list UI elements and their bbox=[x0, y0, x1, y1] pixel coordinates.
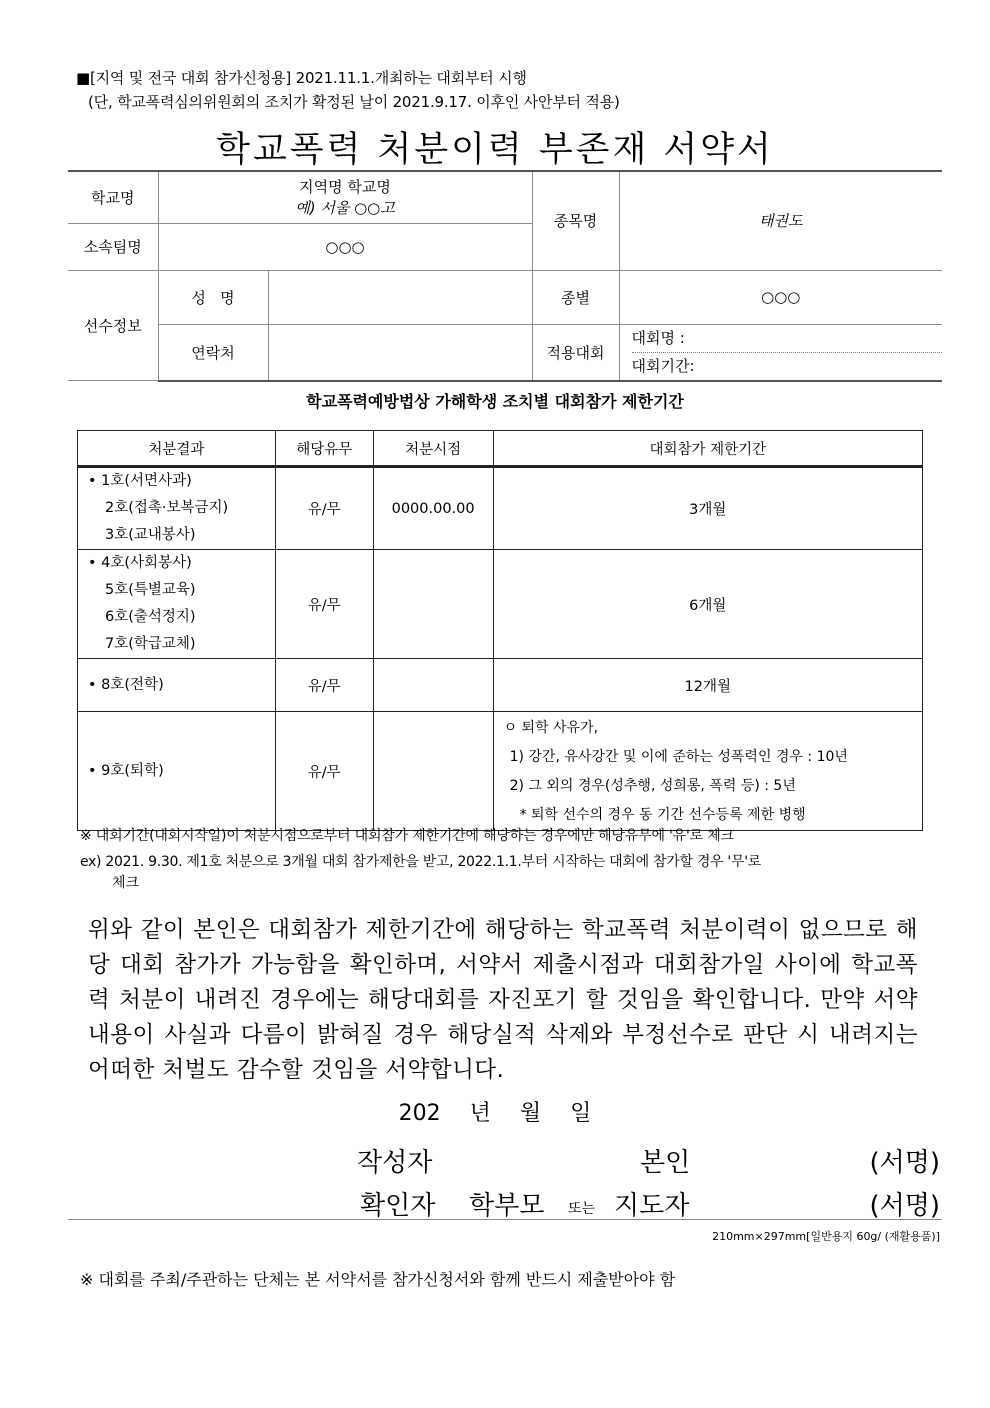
result-cell bbox=[78, 550, 276, 659]
date-cell[interactable] bbox=[373, 550, 493, 659]
contact-label: 연락처 bbox=[158, 324, 268, 381]
table-row bbox=[78, 712, 923, 831]
period-cell bbox=[493, 712, 922, 831]
date-cell[interactable] bbox=[373, 659, 493, 712]
result-cell bbox=[78, 467, 276, 550]
confirmer-or: 또는 bbox=[568, 1201, 596, 1217]
table-row bbox=[78, 467, 923, 550]
col-header-period: 대회참가 제한기간 bbox=[493, 431, 922, 467]
date-line: 202 년 월 일 bbox=[398, 1101, 592, 1126]
applicable-cell[interactable]: 유/무 bbox=[275, 467, 373, 550]
team-label: 소속팀명 bbox=[68, 223, 158, 270]
sport-label: 종목명 bbox=[532, 171, 619, 270]
school-value-line2: 예) 서울 ○○고 bbox=[295, 199, 395, 218]
restriction-title: 학교폭력예방법상 가해학생 조치별 대회참가 제한기간 bbox=[306, 392, 684, 411]
competition-label: 적용대회 bbox=[532, 324, 619, 381]
note-example-cont: 체크 bbox=[112, 875, 140, 891]
document-title: 학교폭력 처분이력 부존재 서약서 bbox=[216, 130, 774, 170]
pledge-text: 위와 같이 본인은 대회참가 제한기간에 해당하는 학교폭력 처분이력이 없으므로 해당 대회 참가가 가능함을 확인하며, 서약서 제출시점과 대회참가일 사이에 학교폭력 처분이 내려진 경우에는 해당대회를 자진포기 할 것임을 확인합니다. 만약 서약내용이 사실과 다름이 밝혀질 경우 해당실적 삭제와 부정선수로 판단 시 내려지는 어떠한 처벌도 감수할 것임을 서약합니다. bbox=[88, 917, 918, 1083]
list-item: 5호(특별교육) bbox=[105, 582, 196, 598]
col-header-date: 처분시점 bbox=[373, 431, 493, 467]
list-item: • 8호(전학) bbox=[88, 676, 164, 693]
period-line: ㅇ 퇴학 사유가, bbox=[503, 720, 599, 736]
name-label: 성 명 bbox=[158, 270, 268, 324]
divider bbox=[68, 1219, 942, 1220]
category-label: 종별 bbox=[532, 270, 619, 324]
header-line-1: ■[지역 및 전국 대회 참가신청용] 2021.11.1.개최하는 대회부터 시행 bbox=[76, 69, 527, 87]
list-item: • 1호(서면사과) bbox=[88, 473, 192, 489]
period-line: * 퇴학 선수의 경우 동 기간 선수등록 제한 병행 bbox=[519, 807, 806, 823]
note-check-guide: ※ 대회기간(대회시작일)이 처분시점으로부터 대회참가 제한기간에 해당하는 경우에만 해당유무에 '유'로 체크 bbox=[80, 828, 734, 844]
competition-name: 대회명 : bbox=[631, 328, 685, 347]
sport-value[interactable]: 태권도 bbox=[619, 171, 942, 270]
competition-period: 대회기간: bbox=[631, 356, 695, 375]
result-cell bbox=[78, 659, 276, 712]
school-value-line1: 지역명 학교명 bbox=[299, 178, 391, 197]
restriction-table bbox=[77, 430, 923, 831]
table-row bbox=[78, 550, 923, 659]
team-value[interactable]: ○○○ bbox=[158, 223, 532, 270]
period-cell: 12개월 bbox=[493, 659, 922, 712]
info-table bbox=[68, 170, 942, 382]
school-value[interactable] bbox=[158, 171, 532, 223]
confirmer-parent: 학부모 bbox=[469, 1191, 545, 1221]
list-item: 3호(교내봉사) bbox=[105, 527, 196, 543]
competition-fields[interactable] bbox=[619, 324, 942, 381]
writer-signature[interactable]: (서명) bbox=[869, 1148, 940, 1178]
result-cell bbox=[78, 712, 276, 831]
list-item: 7호(학급교체) bbox=[105, 636, 196, 652]
confirmer-label: 확인자 bbox=[360, 1191, 436, 1221]
date-cell[interactable]: 0000.00.00 bbox=[373, 467, 493, 550]
date-cell[interactable] bbox=[373, 712, 493, 831]
header-line-2: (단, 학교폭력심의위원회의 조치가 확정된 날이 2021.9.17. 이후인 사안부터 적용) bbox=[88, 93, 620, 111]
applicable-cell[interactable]: 유/무 bbox=[275, 550, 373, 659]
applicable-cell[interactable]: 유/무 bbox=[275, 659, 373, 712]
col-header-applicable: 해당유무 bbox=[275, 431, 373, 467]
list-item: 2호(접촉·보복금지) bbox=[105, 500, 229, 516]
writer-label: 작성자 bbox=[357, 1148, 433, 1178]
table-row bbox=[78, 659, 923, 712]
period-cell: 3개월 bbox=[493, 467, 922, 550]
period-line: 2) 그 외의 경우(성추행, 성희롱, 폭력 등) : 5년 bbox=[509, 778, 796, 794]
list-item: • 4호(사회봉사) bbox=[88, 555, 192, 571]
period-cell: 6개월 bbox=[493, 550, 922, 659]
note-example: ex) 2021. 9.30. 제1호 처분으로 3개월 대회 참가제한을 받고, 2022.1.1.부터 시작하는 대회에 참가할 경우 '무'로 bbox=[80, 854, 761, 870]
confirmer-coach: 지도자 bbox=[614, 1191, 690, 1221]
applicable-cell[interactable]: 유/무 bbox=[275, 712, 373, 831]
paper-spec: 210mm×297mm[일반용지 60g/ (재활용품)] bbox=[712, 1230, 940, 1243]
col-header-result: 처분결과 bbox=[78, 431, 276, 467]
player-info-label: 선수정보 bbox=[68, 270, 158, 381]
confirmer-signature[interactable]: (서명) bbox=[869, 1191, 940, 1221]
period-line: 1) 강간, 유사강간 및 이에 준하는 성폭력인 경우 : 10년 bbox=[509, 749, 848, 765]
contact-field[interactable] bbox=[268, 324, 532, 381]
list-item: • 9호(퇴학) bbox=[88, 762, 164, 779]
name-field[interactable] bbox=[268, 270, 532, 324]
school-label: 학교명 bbox=[68, 171, 158, 223]
footer-note: ※ 대회를 주최/주관하는 단체는 본 서약서를 참가신청서와 함께 반드시 제출받아야 함 bbox=[80, 1270, 676, 1289]
category-value[interactable]: ○○○ bbox=[619, 270, 942, 324]
list-item: 6호(출석정지) bbox=[105, 609, 196, 625]
writer-value: 본인 bbox=[640, 1148, 691, 1178]
